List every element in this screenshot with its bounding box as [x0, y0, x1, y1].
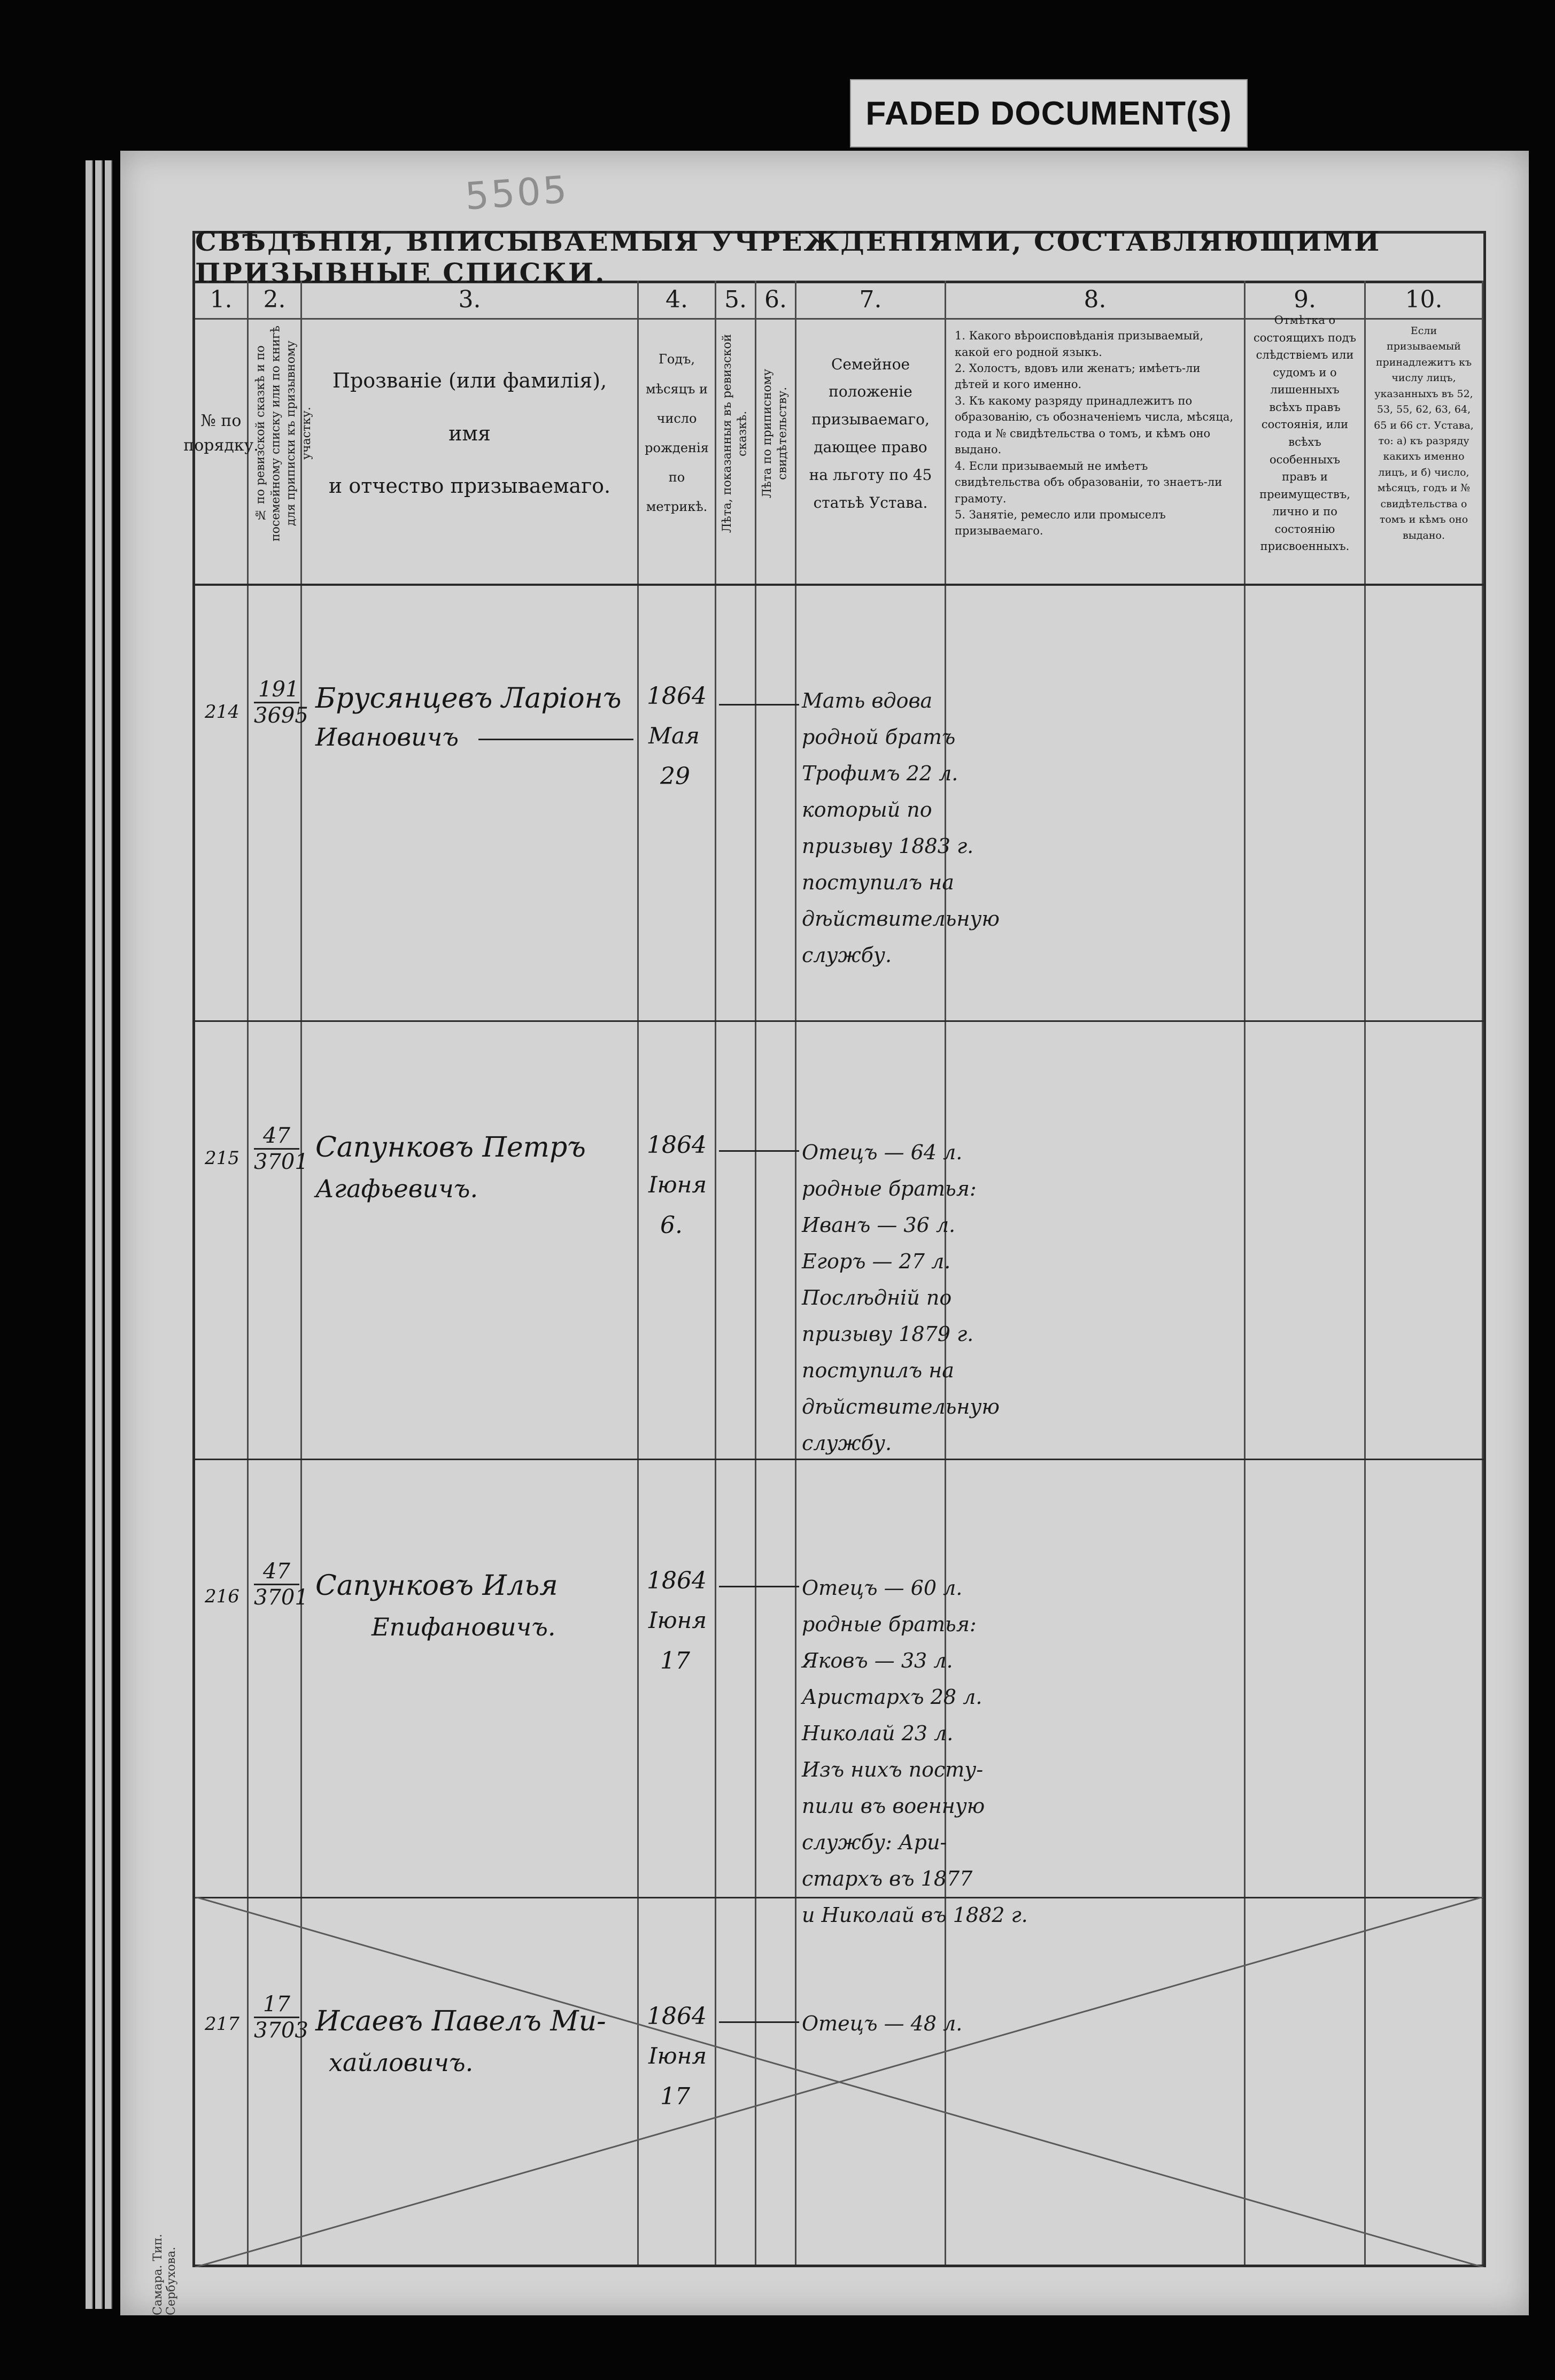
ledger-title: СВѢДѢНІЯ, ВПИСЫВАЕМЫЯ УЧРЕЖДЕНІЯМИ, СОСТАВЛЯЮЩИМИ ПРИЗЫВНЫЕ СПИСКИ. [195, 234, 1483, 283]
birth-day: 29 [660, 763, 690, 790]
family-note-line: Отецъ — 48 л. [802, 2012, 963, 2035]
page-number-stamp: 5505 [463, 167, 570, 219]
family-note-line: пили въ военную [802, 1794, 985, 1818]
cross-out-lines [195, 1897, 1483, 2267]
family-note-line: Мать вдова [802, 689, 933, 712]
family-note-line: призыву 1879 г. [802, 1322, 974, 1346]
column-header [302, 318, 637, 549]
column-header: Годъ, мѣсяцъ и число рожденія по метрикѣ. [645, 352, 709, 515]
entry-patronymic: Епифановичъ. [372, 1612, 556, 1641]
birth-year: 1864 [647, 1131, 707, 1159]
entry-index: 217 [205, 2013, 239, 2035]
family-number: 17 [254, 1992, 299, 2018]
column-header [946, 318, 1244, 549]
entry-name: Сапунковъ Илья [315, 1570, 558, 1602]
family-number: 47 [254, 1123, 299, 1150]
column-header: № по порядку. [183, 411, 259, 455]
family-note-line: призыву 1883 г. [802, 834, 974, 858]
column-number: 3. [302, 281, 637, 320]
column-header: Если призываемый принадлежитъ къ числу лицъ, указанныхъ въ 52, 53, 55, 62, 63, 64, 65 и 66 ст. Устава, то: а) къ разряду какихъ именно лицъ, и б) число, мѣсяцъ, годъ и № свидѣтельства о томъ и кѣмъ оно выдано. [1374, 324, 1474, 541]
family-notes [802, 1570, 1028, 1933]
entry-patronymic: Ивановичъ [315, 723, 459, 751]
family-note-line: Николай 23 л. [802, 1722, 954, 1745]
family-note-line: поступилъ на [802, 1359, 954, 1382]
column-header-line: и отчество призываемаго. [328, 474, 611, 498]
book-number: 3703 [254, 2018, 308, 2043]
family-note-line: и Николай въ 1882 г. [802, 1903, 1028, 1927]
entry-index: 214 [205, 701, 239, 723]
column-header-line: Прозваніе (или фамилія), имя [332, 368, 607, 445]
birth-year: 1864 [647, 683, 707, 710]
birth-month: Іюня [648, 1607, 707, 1633]
column-header [716, 318, 755, 549]
col5-dash [719, 1150, 799, 1152]
family-note-line: родные братья: [802, 1612, 977, 1636]
column-number: 2. [249, 281, 300, 320]
page-stack-edges [86, 160, 123, 2309]
birth-year: 1864 [647, 1567, 707, 1594]
column-header-text: Лѣта по приписному свидѣтельству. [761, 369, 790, 498]
birth-year: 1864 [647, 2003, 707, 2030]
column-number: 9. [1245, 281, 1364, 320]
column-number: 1. [195, 281, 247, 320]
family-note-line: службу: Ари- [802, 1831, 947, 1854]
family-number: 191 [254, 677, 299, 703]
birth-month: Іюня [648, 2043, 707, 2069]
column-number: 5. [716, 281, 755, 320]
book-number: 3701 [254, 1150, 308, 1174]
column-header [249, 318, 313, 549]
family-note-line: Егоръ — 27 л. [802, 1250, 951, 1273]
column-header-text: Лѣта, показанныя въ ревизской сказкѣ. [721, 334, 749, 533]
column-number: 6. [756, 281, 795, 320]
entry-name: Сапунковъ Петръ [315, 1131, 586, 1164]
entry-name: Брусянцевъ Ларіонъ [315, 683, 622, 715]
birth-month: Мая [648, 723, 700, 749]
name-underline [478, 739, 633, 740]
register-page [120, 151, 1529, 2315]
column-header-text: № по ревизской сказкѣ и по посемейному списку или по книгѣ для приписки къ призывному участку. [253, 325, 313, 541]
birth-month: Іюня [648, 1172, 707, 1198]
col5-dash [719, 704, 799, 706]
family-note-line: родной братъ [802, 725, 956, 749]
family-note-line: Иванъ — 36 л. [802, 1213, 956, 1237]
column-number: 8. [946, 281, 1244, 320]
family-note-line: родные братья: [802, 1177, 977, 1200]
family-note-line: службу. [802, 1431, 892, 1455]
column-header-item: 3. Къ какому разряду принадлежитъ по образованію, съ обозначеніемъ числа, мѣсяца, года и № свидѣтельства о томъ, и кѣмъ оно выдано. [955, 394, 1234, 456]
family-note-line: Отецъ — 60 л. [802, 1576, 963, 1600]
column-header: Отмѣтка о состоящихъ подъ слѣдствіемъ или судомъ и о лишенныхъ всѣхъ правъ состоянія, или всѣхъ особенныхъ правъ и преимуществъ, лично и по состоянію присвоенныхъ. [1253, 314, 1356, 553]
entry-name: Исаевъ Павелъ Ми- [315, 2005, 606, 2037]
header-divider [195, 584, 1483, 586]
book-number: 3695 [254, 703, 308, 728]
family-note-line: стархъ въ 1877 [802, 1867, 973, 1890]
column-header-item: 5. Занятіе, ремесло или промыселъ призываемаго. [955, 508, 1166, 538]
column-header-item: 4. Если призываемый не имѣетъ свидѣтельства объ образованіи, то знаетъ-ли грамоту. [955, 459, 1223, 505]
entry-register-number [254, 1559, 308, 1610]
family-note-line: Яковъ — 33 л. [802, 1649, 953, 1672]
family-note-line: который по [802, 798, 932, 821]
family-notes [802, 1134, 1000, 1461]
faded-document-banner: FADED DOCUMENT(S) [850, 79, 1248, 148]
family-note-line: Послѣдній по [802, 1286, 952, 1309]
family-note-line: Аристархъ 28 л. [802, 1685, 982, 1709]
book-number: 3701 [254, 1585, 308, 1610]
printer-imprint: Самара. Тип. Сербухова. [151, 2234, 178, 2315]
column-header-item: 1. Какого вѣроисповѣданія призываемый, какой его родной языкъ. [955, 329, 1204, 359]
row-divider [195, 1020, 1483, 1022]
birth-day: 6. [660, 1212, 683, 1239]
family-note-line: Трофимъ 22 л. [802, 762, 958, 785]
family-notes [802, 683, 1000, 973]
column-header [756, 318, 795, 549]
column-header: Семейное положеніе призываемаго, дающее право на льготу по 45 статьѣ Устава. [809, 355, 932, 511]
entry-index: 215 [205, 1148, 239, 1169]
family-note-line: дѣйствительную [802, 1395, 1000, 1418]
family-note-line: дѣйствительную [802, 907, 1000, 931]
entry-patronymic: хайловичъ. [329, 2048, 474, 2077]
entry-register-number [254, 1123, 308, 1174]
family-note-line: Изъ нихъ посту- [802, 1758, 984, 1781]
family-number: 47 [254, 1559, 299, 1585]
column-header-item: 2. Холостъ, вдовъ или женатъ; имѣетъ-ли дѣтей и кого именно. [955, 362, 1201, 391]
entry-register-number [254, 677, 308, 728]
column-number: 10. [1366, 281, 1482, 320]
family-note-line: поступилъ на [802, 871, 954, 894]
entry-index: 216 [205, 1586, 239, 1607]
entry-patronymic: Агафьевичъ. [315, 1174, 478, 1203]
conscription-ledger [183, 226, 1486, 2267]
col5-dash [719, 1586, 799, 1587]
birth-day: 17 [660, 2083, 690, 2110]
family-note-line: службу. [802, 943, 892, 967]
column-number: 4. [639, 281, 715, 320]
family-note-line: Отецъ — 64 л. [802, 1141, 963, 1164]
column-number: 7. [796, 281, 945, 320]
birth-day: 17 [660, 1647, 690, 1674]
